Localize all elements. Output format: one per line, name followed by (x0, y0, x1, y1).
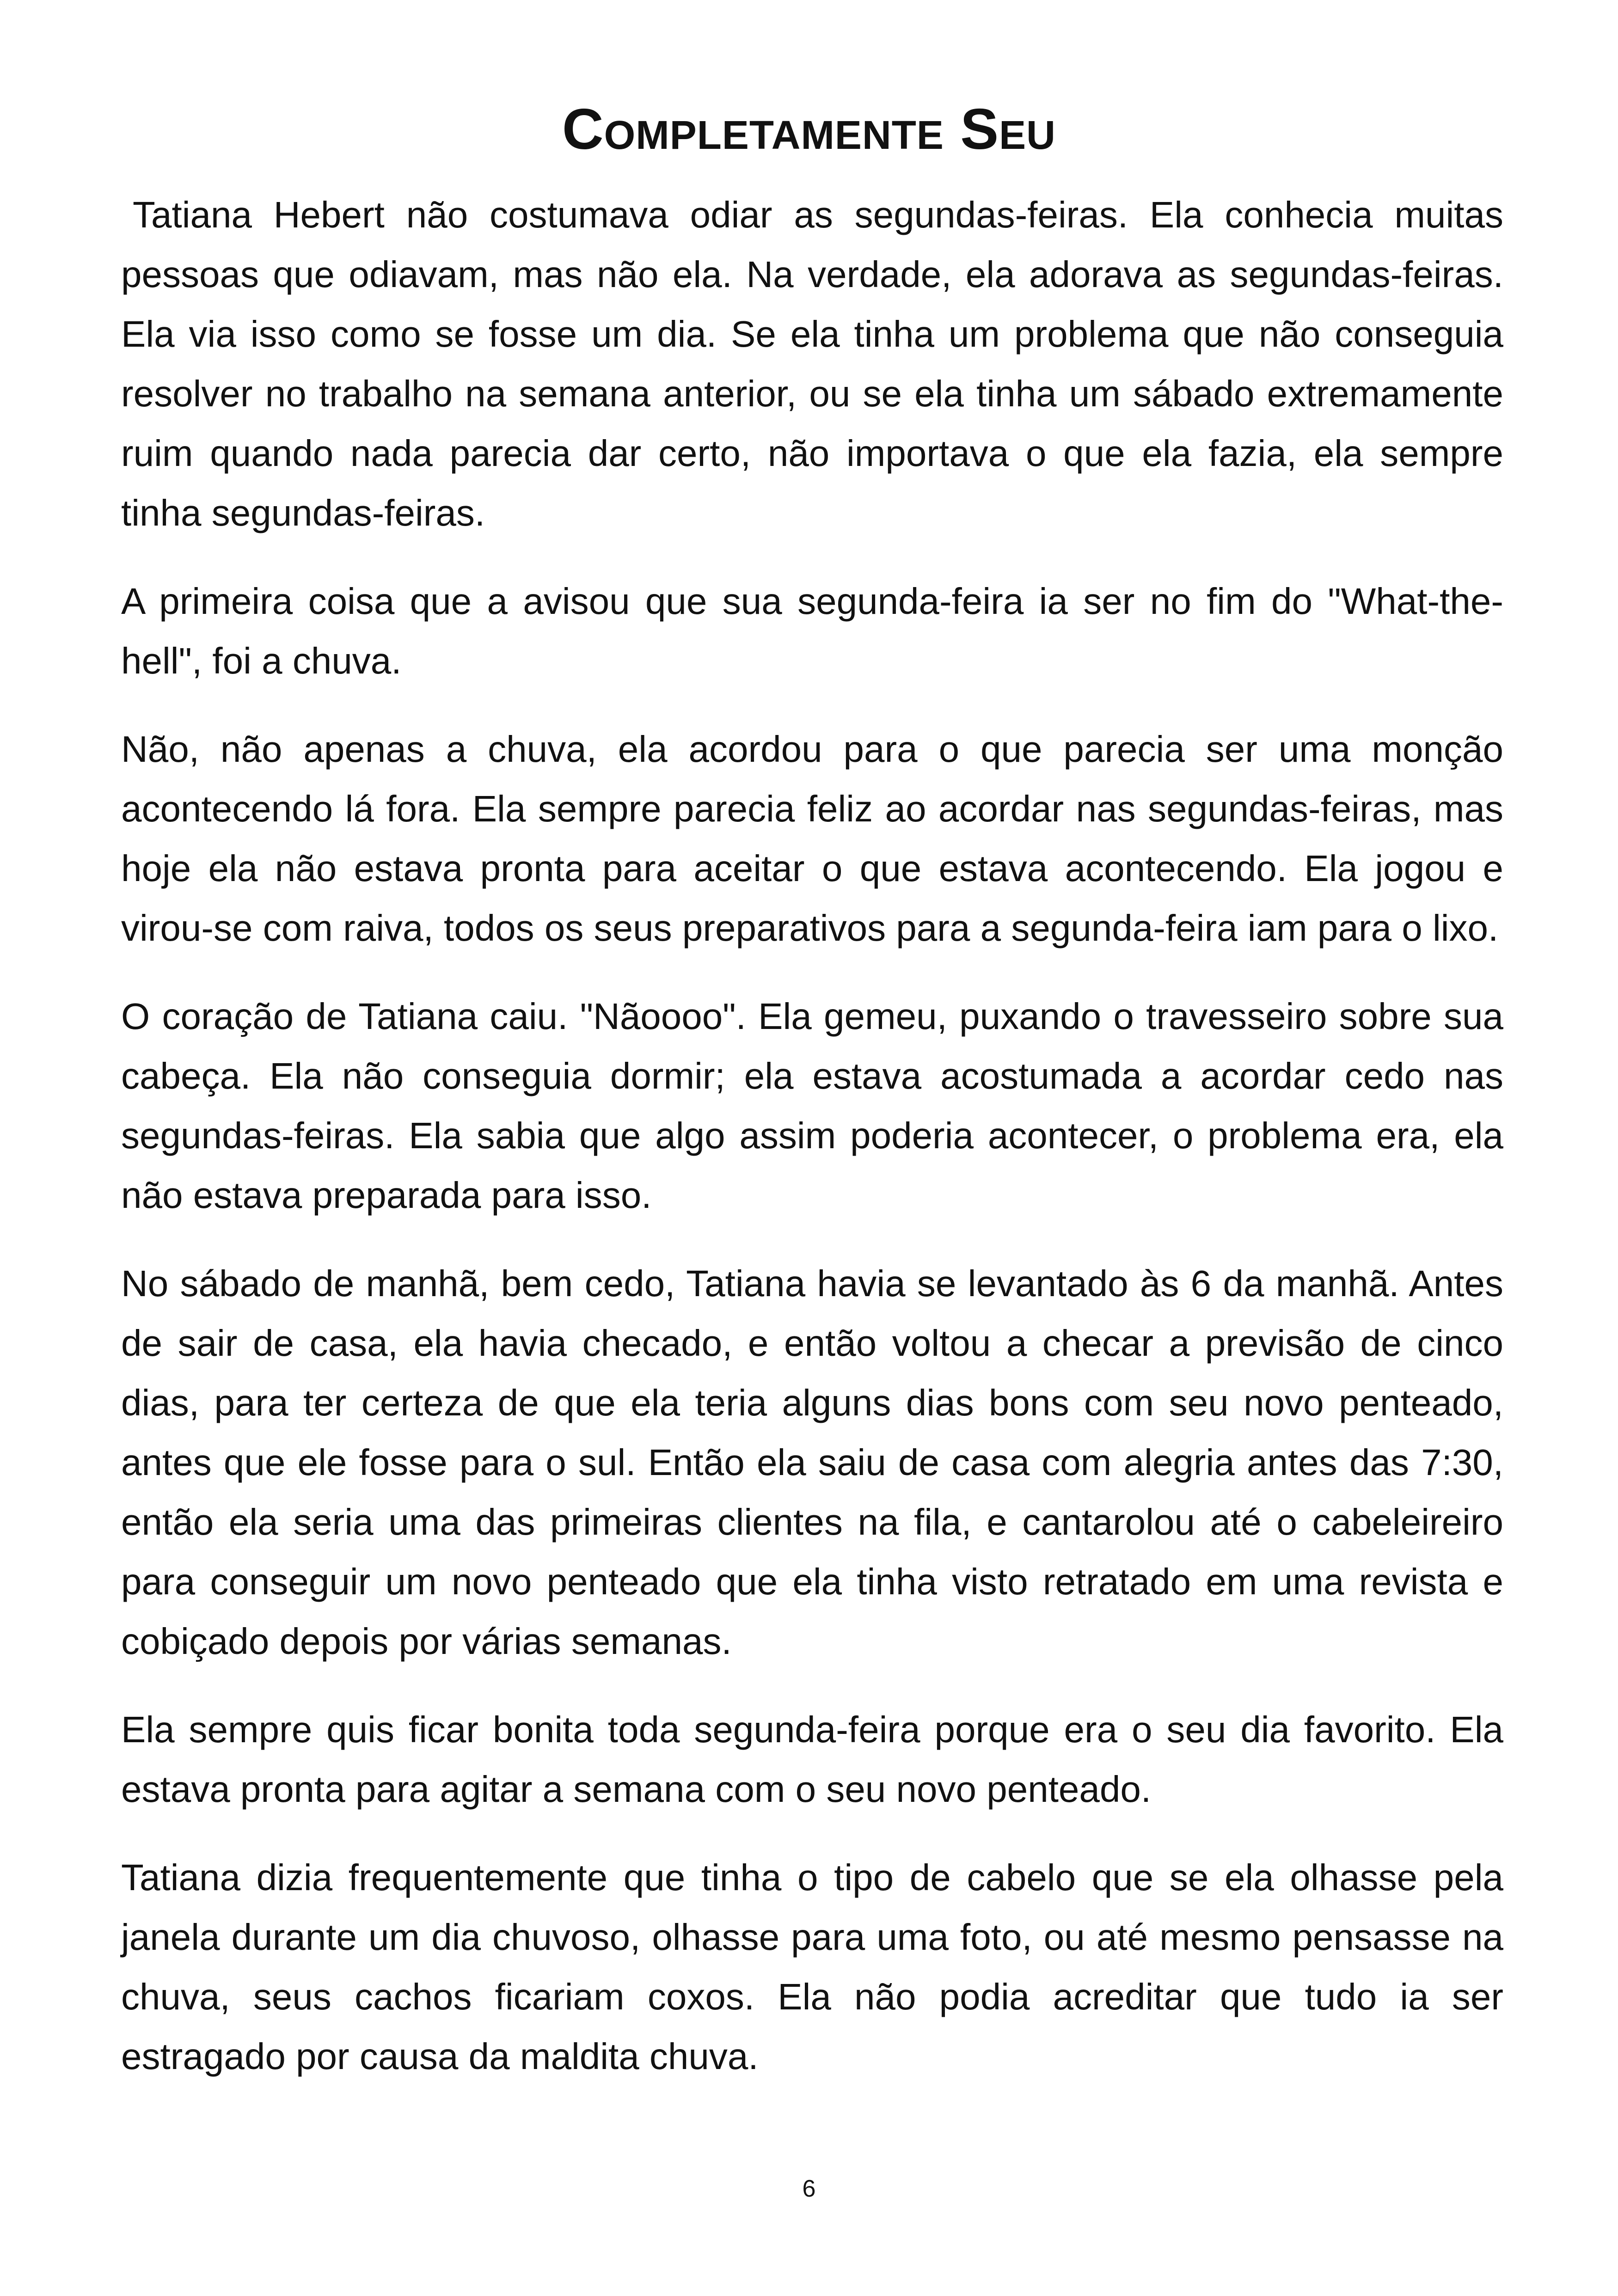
paragraph-2: A primeira coisa que a avisou que sua segunda-feira ia ser no fim do "What-the-hell", foi a chuva. (121, 581, 1503, 681)
paragraph-3: Não, não apenas a chuva, ela acordou para o que parecia ser uma monção acontecendo lá fora. Ela sempre parecia feliz ao acordar nas segundas-feiras, mas hoje ela não estava pronta para aceitar o que estava acontecendo. Ela jogou e virou-se com raiva, todos os seus preparativos para a segunda-feira iam para o lixo. (121, 729, 1503, 949)
page-number: 6 (802, 2175, 816, 2202)
paragraph-4: O coração de Tatiana caiu. "Nãoooo". Ela gemeu, puxando o travesseiro sobre sua cabeça. Ela não conseguia dormir; ela estava acostumada a acordar cedo nas segundas-feiras. Ela sabia que algo assim poderia acontecer, o problema era, ela não estava preparada para isso. (121, 996, 1503, 1216)
paragraph-5: No sábado de manhã, bem cedo, Tatiana havia se levantado às 6 da manhã. Antes de sair de casa, ela havia checado, e então voltou a checar a previsão de cinco dias, para ter certeza de que ela teria alguns dias bons com seu novo penteado, antes que ele fosse para o sul. Então ela saiu de casa com alegria antes das 7:30, então ela seria uma das primeiras clientes na fila, e cantarolou até o cabeleireiro para conseguir um novo penteado que ela tinha visto retratado em uma revista e cobiçado depois por várias semanas. (121, 1263, 1503, 1662)
body-text (121, 185, 1503, 2115)
paragraph-7: Tatiana dizia frequentemente que tinha o tipo de cabelo que se ela olhasse pela janela durante um dia chuvoso, olhasse para uma foto, ou até mesmo pensasse na chuva, seus cachos ficariam coxos. Ela não podia acreditar que tudo ia ser estragado por causa da maldita chuva. (121, 1857, 1503, 2077)
paragraph-1: Tatiana Hebert não costumava odiar as segundas-feiras. Ela conhecia muitas pessoas que odiavam, mas não ela. Na verdade, ela adorava as segundas-feiras. Ela via isso como se fosse um dia. Se ela tinha um problema que não conseguia resolver no trabalho na semana anterior, ou se ela tinha um sábado extremamente ruim quando nada parecia dar certo, não importava o que ela fazia, ela sempre tinha segundas-feiras. (121, 194, 1503, 533)
chapter-title: Completamente Seu (562, 98, 1056, 161)
paragraph-6: Ela sempre quis ficar bonita toda segunda-feira porque era o seu dia favorito. Ela estava pronta para agitar a semana com o seu novo penteado. (121, 1709, 1503, 1810)
